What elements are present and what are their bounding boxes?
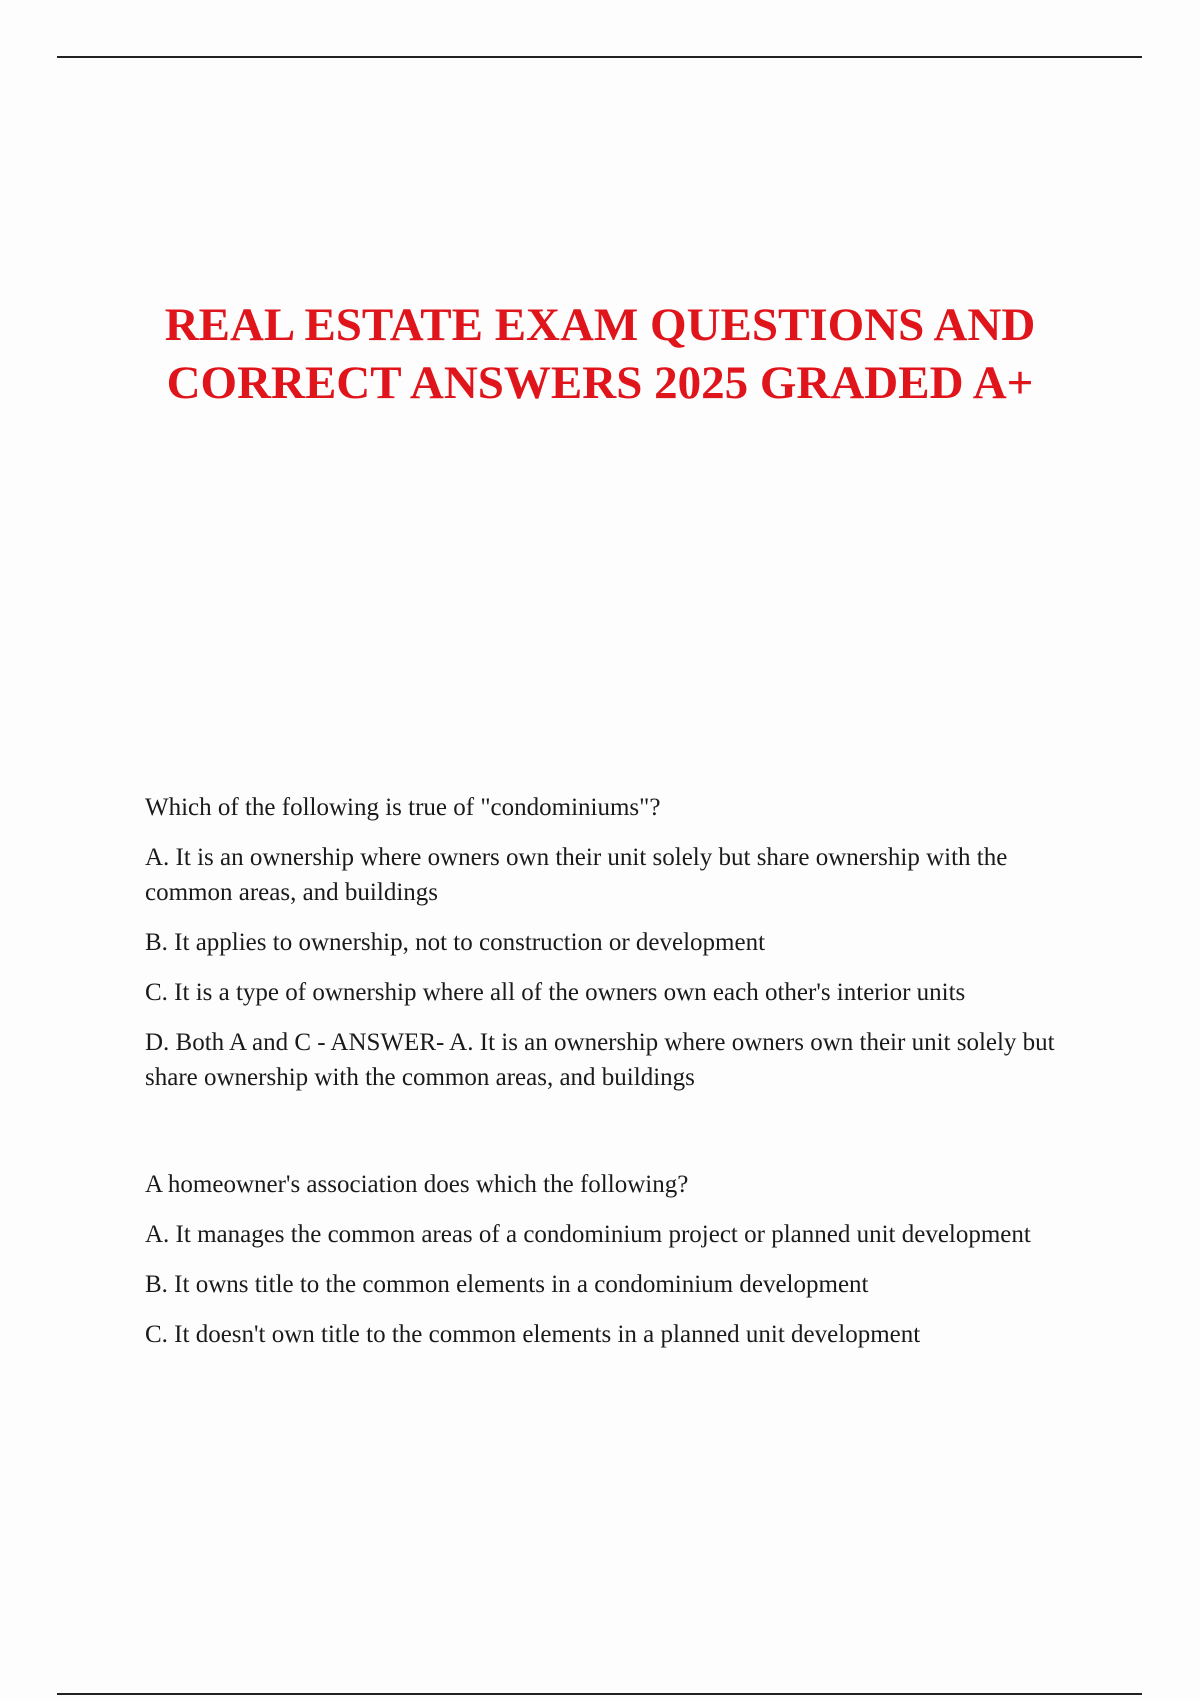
answer-option-c: C. It is a type of ownership where all of the owners own each other's interior units	[145, 979, 966, 1006]
answer-option-d: D. Both A and C - ANSWER- A. It is an ownership where owners own their unit solely but share ownership with the common areas, and buildings	[145, 1029, 1055, 1091]
answer-option-c: C. It doesn't own title to the common elements in a planned unit development	[145, 1321, 921, 1348]
answer-option-a: A. It manages the common areas of a condominium project or planned unit development	[145, 1221, 1031, 1248]
question-block-2	[145, 1167, 1085, 1367]
answer-option-a: A. It is an ownership where owners own their unit solely but share ownership with the common areas, and buildings	[145, 844, 1008, 906]
question-prompt: A homeowner's association does which the following?	[145, 1171, 689, 1198]
footer-rule	[57, 1693, 1142, 1695]
document-title	[60, 296, 1140, 412]
question-prompt: Which of the following is true of "condominiums"?	[145, 794, 661, 821]
header-rule	[57, 56, 1142, 58]
title-line-2: CORRECT ANSWERS 2025 GRADED A+	[166, 357, 1034, 409]
answer-option-b: B. It owns title to the common elements in a condominium development	[145, 1271, 869, 1298]
question-block-1	[145, 790, 1085, 1110]
title-line-1: REAL ESTATE EXAM QUESTIONS AND	[164, 299, 1036, 351]
answer-option-b: B. It applies to ownership, not to construction or development	[145, 929, 766, 956]
